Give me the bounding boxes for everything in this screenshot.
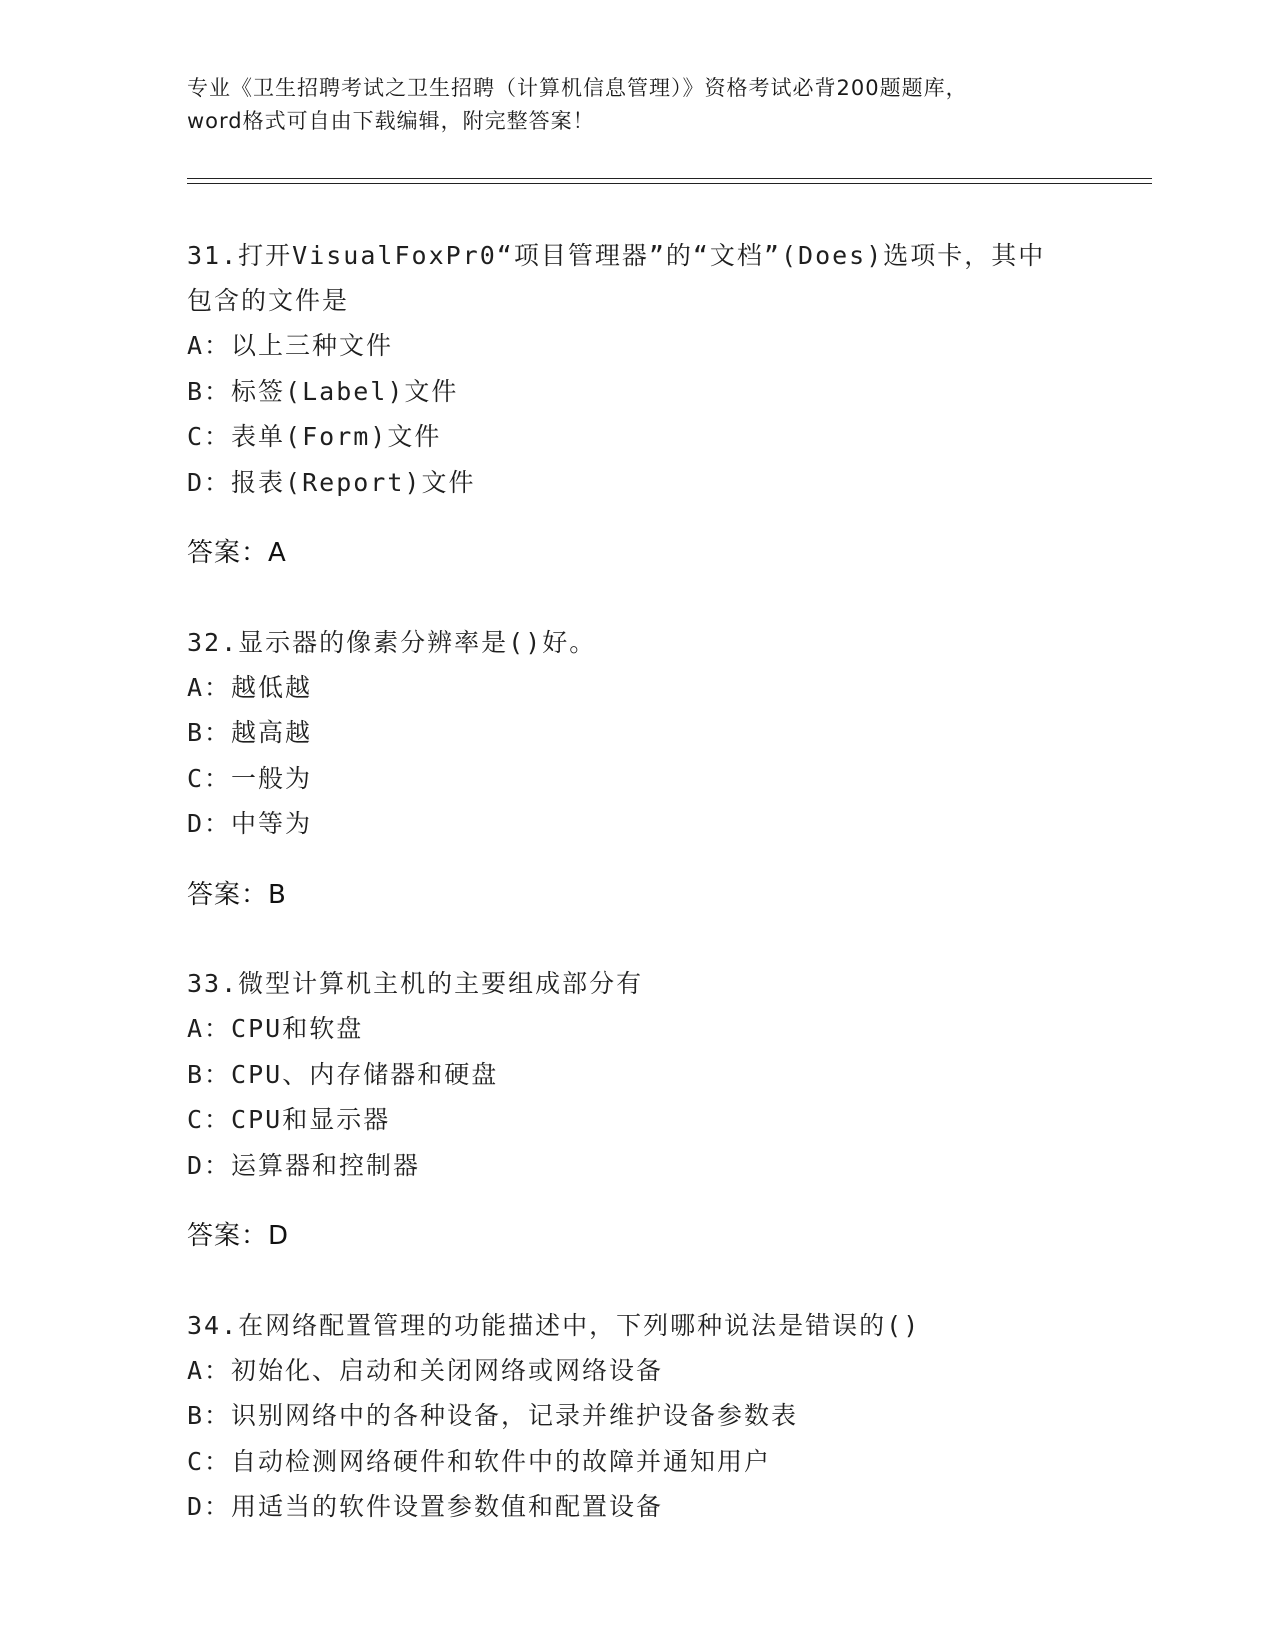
header-divider-bottom bbox=[187, 183, 1152, 184]
option-a: A：CPU和软盘 bbox=[187, 1014, 364, 1043]
option-a: A：初始化、启动和关闭网络或网络设备 bbox=[187, 1355, 664, 1385]
answer-label: 答案：A bbox=[187, 538, 287, 568]
question-list bbox=[187, 233, 1117, 1573]
question-stem-continued: 包含的文件是 bbox=[187, 286, 350, 315]
question-34 bbox=[187, 1303, 1117, 1530]
question-31 bbox=[187, 233, 1117, 577]
document-header bbox=[187, 72, 1087, 138]
option-b: B：越高越 bbox=[187, 718, 313, 747]
option-a: A：以上三种文件 bbox=[187, 331, 394, 360]
option-c: C：CPU和显示器 bbox=[187, 1105, 391, 1134]
option-b: B：标签(Label)文件 bbox=[187, 376, 459, 406]
question-stem: 34.在网络配置管理的功能描述中，下列哪种说法是错误的() bbox=[187, 1310, 921, 1340]
header-line-2: word格式可自由下载编辑，附完整答案！ bbox=[187, 109, 595, 133]
header-line-1: 专业《卫生招聘考试之卫生招聘（计算机信息管理）》资格考试必背200题题库， bbox=[187, 76, 968, 100]
header-divider-top bbox=[187, 178, 1152, 179]
option-b: B：识别网络中的各种设备，记录并维护设备参数表 bbox=[187, 1401, 799, 1430]
option-d: D：运算器和控制器 bbox=[187, 1150, 421, 1180]
question-stem: 31.打开VisualFoxPr0“项目管理器”的“文档”(Does)选项卡，其中 bbox=[187, 241, 1046, 270]
option-d: D：报表(Report)文件 bbox=[187, 467, 476, 497]
question-33 bbox=[187, 961, 1117, 1260]
question-stem: 32.显示器的像素分辨率是()好。 bbox=[187, 627, 597, 657]
option-d: D：用适当的软件设置参数值和配置设备 bbox=[187, 1492, 664, 1521]
option-c: C：表单(Form)文件 bbox=[187, 422, 442, 451]
option-c: C：一般为 bbox=[187, 763, 313, 793]
option-a: A：越低越 bbox=[187, 672, 313, 702]
question-32 bbox=[187, 620, 1117, 919]
answer-label: 答案：D bbox=[187, 1221, 290, 1251]
option-b: B：CPU、内存储器和硬盘 bbox=[187, 1059, 499, 1089]
question-stem: 33.微型计算机主机的主要组成部分有 bbox=[187, 969, 644, 998]
option-d: D：中等为 bbox=[187, 809, 313, 838]
answer-label: 答案：B bbox=[187, 879, 287, 910]
option-c: C：自动检测网络硬件和软件中的故障并通知用户 bbox=[187, 1446, 772, 1476]
